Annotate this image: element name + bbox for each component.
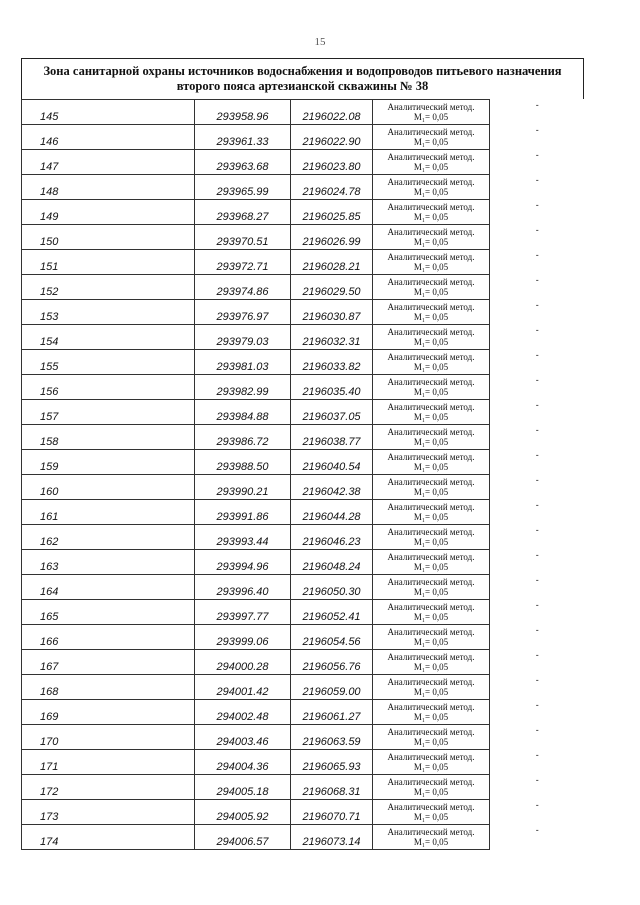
dash-cell: - [490, 525, 585, 550]
method-accuracy: M₁= 0,05 [413, 212, 449, 222]
x-coordinate-cell: 293968.27 [195, 200, 291, 225]
method-accuracy: M₁= 0,05 [413, 437, 449, 447]
method-name: Аналитический метод. [387, 552, 475, 562]
dash-cell: - [490, 500, 585, 525]
point-number-cell: 163 [22, 550, 195, 575]
table-row [22, 675, 585, 700]
x-coordinate-cell: 293974.86 [195, 275, 291, 300]
method-name: Аналитический метод. [387, 477, 475, 487]
y-coordinate-cell: 2196038.77 [291, 425, 373, 450]
table-row [22, 200, 585, 225]
method-accuracy: M₁= 0,05 [413, 712, 449, 722]
table-row [22, 150, 585, 175]
method-name: Аналитический метод. [387, 202, 475, 212]
table-row [22, 450, 585, 475]
method-cell [373, 725, 490, 750]
x-coordinate-cell: 293965.99 [195, 175, 291, 200]
point-number-cell: 153 [22, 300, 195, 325]
page-number: 15 [314, 36, 326, 48]
method-name: Аналитический метод. [387, 177, 475, 187]
method-accuracy: M₁= 0,05 [413, 187, 449, 197]
method-accuracy: M₁= 0,05 [413, 687, 449, 697]
point-number-cell: 156 [22, 375, 195, 400]
y-coordinate-cell: 2196032.31 [291, 325, 373, 350]
x-coordinate-cell: 294000.28 [195, 650, 291, 675]
y-coordinate-cell: 2196029.50 [291, 275, 373, 300]
y-coordinate-cell: 2196063.59 [291, 725, 373, 750]
y-coordinate-cell: 2196056.76 [291, 650, 373, 675]
method-name: Аналитический метод. [387, 352, 475, 362]
x-coordinate-cell: 294006.57 [195, 825, 291, 850]
table-row [22, 375, 585, 400]
method-cell [373, 700, 490, 725]
table-row [22, 475, 585, 500]
table-row [22, 300, 585, 325]
y-coordinate-cell: 2196059.00 [291, 675, 373, 700]
point-number-cell: 159 [22, 450, 195, 475]
dash-cell: - [490, 300, 585, 325]
point-number-cell: 171 [22, 750, 195, 775]
method-accuracy: M₁= 0,05 [413, 462, 449, 472]
point-number-cell: 147 [22, 150, 195, 175]
point-number-cell: 170 [22, 725, 195, 750]
table-row [22, 400, 585, 425]
coordinates-table [21, 99, 585, 850]
x-coordinate-cell: 293981.03 [195, 350, 291, 375]
dash-cell: - [490, 425, 585, 450]
y-coordinate-cell: 2196044.28 [291, 500, 373, 525]
table-row [22, 825, 585, 850]
method-name: Аналитический метод. [387, 377, 475, 387]
method-accuracy: M₁= 0,05 [413, 137, 449, 147]
method-cell [373, 800, 490, 825]
method-accuracy: M₁= 0,05 [413, 662, 449, 672]
dash-cell: - [490, 250, 585, 275]
method-name: Аналитический метод. [387, 427, 475, 437]
method-accuracy: M₁= 0,05 [413, 312, 449, 322]
dash-cell: - [490, 725, 585, 750]
method-name: Аналитический метод. [387, 277, 475, 287]
point-number-cell: 155 [22, 350, 195, 375]
dash-cell: - [490, 350, 585, 375]
point-number-cell: 174 [22, 825, 195, 850]
dash-cell: - [490, 750, 585, 775]
table-row [22, 500, 585, 525]
x-coordinate-cell: 293972.71 [195, 250, 291, 275]
point-number-cell: 150 [22, 225, 195, 250]
table-row [22, 775, 585, 800]
y-coordinate-cell: 2196024.78 [291, 175, 373, 200]
dash-cell: - [490, 700, 585, 725]
x-coordinate-cell: 293984.88 [195, 400, 291, 425]
method-name: Аналитический метод. [387, 227, 475, 237]
method-name: Аналитический метод. [387, 327, 475, 337]
point-number-cell: 164 [22, 575, 195, 600]
table-row [22, 125, 585, 150]
method-accuracy: M₁= 0,05 [413, 362, 449, 372]
method-cell [373, 175, 490, 200]
table-row [22, 700, 585, 725]
table-row [22, 550, 585, 575]
dash-cell: - [490, 775, 585, 800]
y-coordinate-cell: 2196065.93 [291, 750, 373, 775]
method-accuracy: M₁= 0,05 [413, 337, 449, 347]
method-cell [373, 625, 490, 650]
dash-cell: - [490, 150, 585, 175]
point-number-cell: 154 [22, 325, 195, 350]
dash-cell: - [490, 225, 585, 250]
y-coordinate-cell: 2196037.05 [291, 400, 373, 425]
x-coordinate-cell: 293993.44 [195, 525, 291, 550]
table-title [21, 58, 584, 99]
method-cell [373, 250, 490, 275]
y-coordinate-cell: 2196033.82 [291, 350, 373, 375]
method-accuracy: M₁= 0,05 [413, 637, 449, 647]
dash-cell: - [490, 800, 585, 825]
method-accuracy: M₁= 0,05 [413, 162, 449, 172]
method-name: Аналитический метод. [387, 752, 475, 762]
method-cell [373, 525, 490, 550]
point-number-cell: 146 [22, 125, 195, 150]
method-name: Аналитический метод. [387, 777, 475, 787]
y-coordinate-cell: 2196061.27 [291, 700, 373, 725]
method-cell [373, 325, 490, 350]
x-coordinate-cell: 293982.99 [195, 375, 291, 400]
y-coordinate-cell: 2196025.85 [291, 200, 373, 225]
x-coordinate-cell: 294002.48 [195, 700, 291, 725]
point-number-cell: 166 [22, 625, 195, 650]
x-coordinate-cell: 293958.96 [195, 100, 291, 125]
table-row [22, 750, 585, 775]
method-name: Аналитический метод. [387, 152, 475, 162]
method-accuracy: M₁= 0,05 [413, 487, 449, 497]
dash-cell: - [490, 100, 585, 125]
method-name: Аналитический метод. [387, 502, 475, 512]
coordinates-sheet [21, 58, 584, 850]
method-cell [373, 275, 490, 300]
dash-cell: - [490, 175, 585, 200]
table-row [22, 100, 585, 125]
point-number-cell: 160 [22, 475, 195, 500]
method-cell [373, 600, 490, 625]
table-row [22, 325, 585, 350]
method-accuracy: M₁= 0,05 [413, 287, 449, 297]
point-number-cell: 169 [22, 700, 195, 725]
dash-cell: - [490, 375, 585, 400]
title-line-2: второго пояса артезианской скважины № 38 [176, 79, 429, 93]
method-name: Аналитический метод. [387, 627, 475, 637]
method-cell [373, 100, 490, 125]
x-coordinate-cell: 293999.06 [195, 625, 291, 650]
dash-cell: - [490, 600, 585, 625]
dash-cell: - [490, 475, 585, 500]
x-coordinate-cell: 293996.40 [195, 575, 291, 600]
x-coordinate-cell: 293994.96 [195, 550, 291, 575]
method-cell [373, 550, 490, 575]
y-coordinate-cell: 2196022.90 [291, 125, 373, 150]
x-coordinate-cell: 294003.46 [195, 725, 291, 750]
x-coordinate-cell: 294001.42 [195, 675, 291, 700]
point-number-cell: 167 [22, 650, 195, 675]
method-accuracy: M₁= 0,05 [413, 562, 449, 572]
x-coordinate-cell: 294005.18 [195, 775, 291, 800]
table-row [22, 525, 585, 550]
method-cell [373, 125, 490, 150]
method-cell [373, 400, 490, 425]
x-coordinate-cell: 293979.03 [195, 325, 291, 350]
table-row [22, 225, 585, 250]
y-coordinate-cell: 2196030.87 [291, 300, 373, 325]
y-coordinate-cell: 2196048.24 [291, 550, 373, 575]
table-row [22, 600, 585, 625]
y-coordinate-cell: 2196052.41 [291, 600, 373, 625]
method-name: Аналитический метод. [387, 827, 475, 837]
x-coordinate-cell: 293991.86 [195, 500, 291, 525]
method-cell [373, 450, 490, 475]
point-number-cell: 158 [22, 425, 195, 450]
x-coordinate-cell: 293997.77 [195, 600, 291, 625]
x-coordinate-cell: 293970.51 [195, 225, 291, 250]
method-cell [373, 775, 490, 800]
method-name: Аналитический метод. [387, 402, 475, 412]
dash-cell: - [490, 125, 585, 150]
method-accuracy: M₁= 0,05 [413, 837, 449, 847]
y-coordinate-cell: 2196028.21 [291, 250, 373, 275]
point-number-cell: 145 [22, 100, 195, 125]
method-name: Аналитический метод. [387, 102, 475, 112]
dash-cell: - [490, 575, 585, 600]
dash-cell: - [490, 275, 585, 300]
point-number-cell: 148 [22, 175, 195, 200]
method-cell [373, 425, 490, 450]
dash-cell: - [490, 650, 585, 675]
y-coordinate-cell: 2196035.40 [291, 375, 373, 400]
y-coordinate-cell: 2196073.14 [291, 825, 373, 850]
method-cell [373, 575, 490, 600]
method-name: Аналитический метод. [387, 577, 475, 587]
method-accuracy: M₁= 0,05 [413, 812, 449, 822]
dash-cell: - [490, 550, 585, 575]
method-accuracy: M₁= 0,05 [413, 112, 449, 122]
dash-cell: - [490, 200, 585, 225]
point-number-cell: 162 [22, 525, 195, 550]
method-name: Аналитический метод. [387, 652, 475, 662]
method-accuracy: M₁= 0,05 [413, 237, 449, 247]
table-row [22, 725, 585, 750]
method-accuracy: M₁= 0,05 [413, 387, 449, 397]
method-cell [373, 500, 490, 525]
y-coordinate-cell: 2196040.54 [291, 450, 373, 475]
table-row [22, 800, 585, 825]
y-coordinate-cell: 2196022.08 [291, 100, 373, 125]
y-coordinate-cell: 2196068.31 [291, 775, 373, 800]
x-coordinate-cell: 293976.97 [195, 300, 291, 325]
x-coordinate-cell: 293963.68 [195, 150, 291, 175]
method-cell [373, 200, 490, 225]
table-row [22, 650, 585, 675]
y-coordinate-cell: 2196050.30 [291, 575, 373, 600]
table-row [22, 350, 585, 375]
method-cell [373, 375, 490, 400]
method-accuracy: M₁= 0,05 [413, 762, 449, 772]
method-cell [373, 750, 490, 775]
dash-cell: - [490, 400, 585, 425]
point-number-cell: 168 [22, 675, 195, 700]
method-accuracy: M₁= 0,05 [413, 412, 449, 422]
point-number-cell: 152 [22, 275, 195, 300]
method-cell [373, 225, 490, 250]
x-coordinate-cell: 294005.92 [195, 800, 291, 825]
point-number-cell: 151 [22, 250, 195, 275]
method-name: Аналитический метод. [387, 677, 475, 687]
dash-cell: - [490, 625, 585, 650]
table-row [22, 175, 585, 200]
x-coordinate-cell: 293986.72 [195, 425, 291, 450]
method-accuracy: M₁= 0,05 [413, 537, 449, 547]
method-accuracy: M₁= 0,05 [413, 787, 449, 797]
y-coordinate-cell: 2196070.71 [291, 800, 373, 825]
method-name: Аналитический метод. [387, 702, 475, 712]
method-name: Аналитический метод. [387, 252, 475, 262]
table-row [22, 625, 585, 650]
method-name: Аналитический метод. [387, 602, 475, 612]
method-cell [373, 675, 490, 700]
x-coordinate-cell: 294004.36 [195, 750, 291, 775]
method-cell [373, 350, 490, 375]
dash-cell: - [490, 675, 585, 700]
table-row [22, 250, 585, 275]
dash-cell: - [490, 825, 585, 850]
method-name: Аналитический метод. [387, 452, 475, 462]
point-number-cell: 172 [22, 775, 195, 800]
method-cell [373, 300, 490, 325]
point-number-cell: 165 [22, 600, 195, 625]
method-accuracy: M₁= 0,05 [413, 612, 449, 622]
method-name: Аналитический метод. [387, 302, 475, 312]
point-number-cell: 161 [22, 500, 195, 525]
y-coordinate-cell: 2196026.99 [291, 225, 373, 250]
method-name: Аналитический метод. [387, 727, 475, 737]
x-coordinate-cell: 293961.33 [195, 125, 291, 150]
table-row [22, 425, 585, 450]
x-coordinate-cell: 293990.21 [195, 475, 291, 500]
method-name: Аналитический метод. [387, 802, 475, 812]
y-coordinate-cell: 2196054.56 [291, 625, 373, 650]
y-coordinate-cell: 2196023.80 [291, 150, 373, 175]
method-cell [373, 825, 490, 850]
method-cell [373, 150, 490, 175]
method-cell [373, 475, 490, 500]
method-cell [373, 650, 490, 675]
y-coordinate-cell: 2196046.23 [291, 525, 373, 550]
method-accuracy: M₁= 0,05 [413, 262, 449, 272]
method-accuracy: M₁= 0,05 [413, 512, 449, 522]
method-name: Аналитический метод. [387, 127, 475, 137]
method-name: Аналитический метод. [387, 527, 475, 537]
x-coordinate-cell: 293988.50 [195, 450, 291, 475]
dash-cell: - [490, 450, 585, 475]
table-row [22, 275, 585, 300]
point-number-cell: 157 [22, 400, 195, 425]
dash-cell: - [490, 325, 585, 350]
table-row [22, 575, 585, 600]
title-line-1: Зона санитарной охраны источников водоснабжения и водопроводов питьевого назначения [43, 64, 562, 78]
point-number-cell: 173 [22, 800, 195, 825]
y-coordinate-cell: 2196042.38 [291, 475, 373, 500]
method-accuracy: M₁= 0,05 [413, 587, 449, 597]
method-accuracy: M₁= 0,05 [413, 737, 449, 747]
point-number-cell: 149 [22, 200, 195, 225]
